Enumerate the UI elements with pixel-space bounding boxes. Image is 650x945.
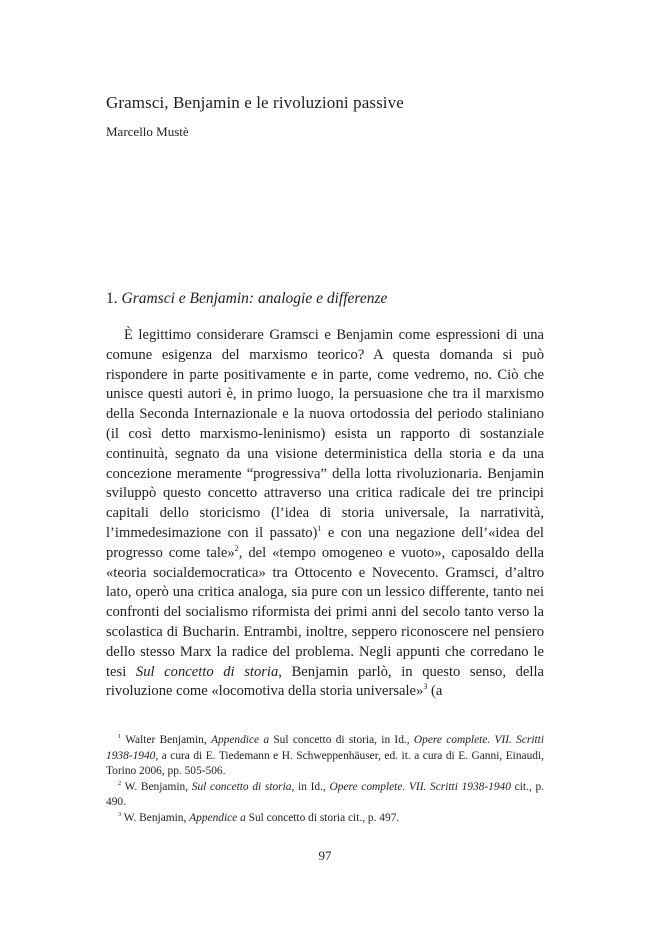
- body-text-segment: È legittimo considerare Gramsci e Benjamin come espressioni di una comune esigenza del marxismo teorico? A questa domanda si può rispondere in parte positivamente e in parte, come vedremo, no. Ciò che unisce questi autori è, in primo luogo, la persuasione che tra il marxismo della Seconda Internazionale e la nuova ortodossia del periodo staliniano (il così detto marxismo-leninismo) esista un rapporto di sostanziale continuità, segnato da una visione deterministica della storia e da una concezione meramente “progressiva” della lotta rivoluzionaria. Benjamin sviluppò questo concetto attraverso una critica radicale dei tre principi capitali dello storicismo (l’idea di storia universale, la narratività, l’immedesimazione con il passato): [106, 327, 544, 541]
- footnote-italic: Opere complete. VII. Scritti 1938-1940: [106, 734, 544, 762]
- footnote-text: Sul concetto di storia, in Id.,: [269, 734, 414, 746]
- author-name: Marcello Mustè: [106, 124, 189, 139]
- footnote-number: 2: [118, 779, 122, 787]
- footnote-text: W. Benjamin,: [121, 811, 190, 824]
- section-title: Gramsci e Benjamin: analogie e differenze: [121, 290, 388, 307]
- footnotes: [106, 733, 544, 827]
- footnote-text: Sul concetto di storia cit., p. 497.: [245, 811, 400, 824]
- footnote-text: Walter Benjamin,: [121, 734, 211, 746]
- page-number: 97: [318, 848, 332, 863]
- footnote-2: [106, 780, 544, 811]
- body-text: [106, 326, 544, 702]
- footnote-italic: Appendice a: [189, 811, 246, 824]
- footnote-number: 1: [118, 733, 122, 741]
- body-text-segment: e con una negazione dell’«idea del progresso come tale»: [106, 524, 544, 561]
- section-number: 1.: [106, 290, 118, 307]
- body-paragraph: [106, 326, 544, 702]
- footnote-text: , a cura di E. Tiedemann e H. Schweppenhäuser, ed. it. a cura di E. Ganni, Einaudi, Torino 2006, pp. 505-506.: [106, 749, 544, 778]
- footnote-ref-1: 1: [317, 524, 322, 534]
- body-text-segment: (a: [427, 683, 443, 700]
- footnote-italic: Appendice a: [211, 734, 270, 746]
- footnote-3: [106, 811, 544, 827]
- footnote-italic: Sul concetto di storia: [191, 780, 292, 793]
- work-title-italic: Sul concetto di storia: [135, 663, 279, 680]
- article-title: Gramsci, Benjamin e le rivoluzioni passive: [106, 93, 404, 112]
- footnote-ref-3: 3: [423, 682, 428, 692]
- footnote-1: [106, 733, 544, 780]
- footnote-ref-2: 2: [234, 543, 239, 553]
- footnote-italic: Opere complete. VII. Scritti 1938-1940: [329, 780, 511, 793]
- body-text-segment: , Benjamin parlò, in questo senso, della rivoluzione come «locomotiva della storia universale»: [106, 663, 544, 700]
- section-heading: [106, 290, 387, 308]
- body-text-segment: , del «tempo omogeneo e vuoto», caposaldo della «teoria socialdemocratica» tra Ottocento e Novecento. Gramsci, d’altro lato, operò una critica analoga, sia pure con un lessico differente, tanto nei confronti del socialismo riformista dei primi anni del secolo tanto verso la scolastica di Bucharin. Entrambi, inoltre, seppero riconoscere nel pensiero dello stesso Marx la radice del problema. Negli appunti che corredano le tesi: [106, 544, 544, 680]
- footnote-text: W. Benjamin,: [121, 780, 192, 793]
- footnote-text: cit., p. 490.: [106, 780, 544, 809]
- footnote-number: 3: [118, 811, 122, 819]
- footnote-text: , in Id.,: [291, 780, 330, 793]
